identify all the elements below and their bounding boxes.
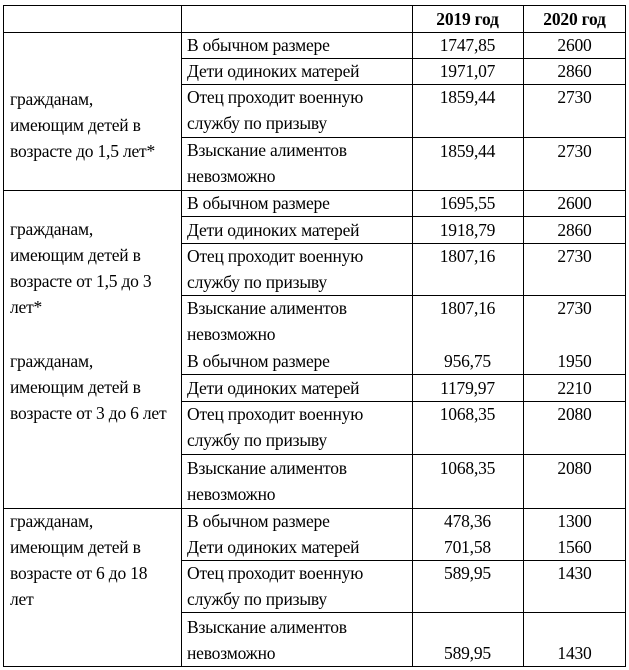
value-2019: 478,36 [444, 511, 491, 531]
value-2019: 1747,85 [439, 35, 496, 55]
type-alimony-line1: Взыскание алиментов [187, 617, 347, 637]
value-2020: 1430 [557, 643, 592, 663]
category-g4-line2: имеющим детей в [10, 537, 141, 557]
header-2019: 2019 год [436, 9, 499, 29]
type-military-line2: службу по призыву [187, 430, 327, 450]
type-alimony-line1: Взыскание алиментов [187, 458, 347, 478]
type-alimony-line2: невозможно [187, 643, 276, 663]
header-2020: 2020 год [543, 9, 606, 29]
type-military-line2: службу по призыву [187, 272, 327, 292]
category-g1-line1: гражданам, [10, 89, 94, 109]
value-2020: 2730 [557, 298, 592, 318]
category-g4-line4: лет [10, 589, 34, 609]
type-single: Дети одиноких матерей [187, 220, 360, 240]
category-g2-line2: имеющим детей в [10, 245, 141, 265]
value-2020: 2860 [557, 61, 592, 81]
category-g3-line2: имеющим детей в [10, 377, 141, 397]
value-2019: 1695,55 [439, 193, 496, 213]
category-g3-line3: возрасте от 3 до 6 лет [10, 403, 167, 423]
value-2019: 589,95 [444, 563, 491, 583]
value-2019: 956,75 [444, 351, 491, 371]
category-g2-line1: гражданам, [10, 219, 94, 239]
value-2019: 1179,97 [440, 378, 495, 398]
value-2019: 1068,35 [439, 404, 496, 424]
type-military-line1: Отец проходит военную [187, 87, 364, 107]
category-g2-line4: лет* [10, 297, 43, 317]
value-2019: 1807,16 [439, 246, 496, 266]
value-2019: 589,95 [444, 643, 491, 663]
type-military-line1: Отец проходит военную [187, 563, 364, 583]
value-2020: 1430 [557, 563, 592, 583]
category-g4-line3: возрасте от 6 до 18 [10, 563, 148, 583]
type-single: Дети одиноких матерей [187, 537, 360, 557]
value-2019: 701,58 [444, 537, 491, 557]
type-alimony-line2: невозможно [187, 484, 276, 504]
type-normal: В обычном размере [187, 351, 330, 371]
value-2020: 2730 [557, 87, 592, 107]
type-military-line2: службу по призыву [187, 113, 327, 133]
type-single: Дети одиноких матерей [187, 61, 360, 81]
value-2020: 2210 [557, 378, 592, 398]
type-alimony-line2: невозможно [187, 324, 276, 344]
value-2020: 2080 [557, 404, 592, 424]
value-2020: 1300 [557, 511, 592, 531]
category-g1-line2: имеющим детей в [10, 115, 141, 135]
type-alimony-line1: Взыскание алиментов [187, 298, 347, 318]
type-alimony-line1: Взыскание алиментов [187, 140, 347, 160]
type-military-line1: Отец проходит военную [187, 404, 364, 424]
value-2020: 2730 [557, 141, 592, 161]
value-2020: 2600 [557, 35, 592, 55]
value-2019: 1918,79 [439, 220, 496, 240]
value-2019: 1068,35 [439, 458, 496, 478]
value-2020: 2730 [557, 246, 592, 266]
value-2020: 2860 [557, 220, 592, 240]
type-military-line1: Отец проходит военную [187, 246, 364, 266]
type-normal: В обычном размере [187, 193, 330, 213]
value-2019: 1859,44 [439, 87, 496, 107]
type-alimony-line2: невозможно [187, 166, 276, 186]
value-2020: 2080 [557, 458, 592, 478]
value-2019: 1807,16 [439, 298, 496, 318]
value-2020: 1560 [557, 537, 592, 557]
col-divider-category [181, 5, 182, 667]
value-2019: 1859,44 [439, 141, 496, 161]
category-g3-line1: гражданам, [10, 351, 94, 371]
type-normal: В обычном размере [187, 35, 330, 55]
row-divider [181, 612, 626, 613]
value-2020: 1950 [557, 351, 592, 371]
value-2019: 1971,07 [439, 61, 496, 81]
type-single: Дети одиноких матерей [187, 378, 360, 398]
category-g4-line1: гражданам, [10, 511, 94, 531]
value-2020: 2600 [557, 193, 592, 213]
type-normal: В обычном размере [187, 511, 330, 531]
category-g2-line3: возрасте от 1,5 до 3 [10, 271, 152, 291]
category-g1-line3: возрасте до 1,5 лет* [10, 141, 156, 161]
type-military-line2: службу по призыву [187, 589, 327, 609]
